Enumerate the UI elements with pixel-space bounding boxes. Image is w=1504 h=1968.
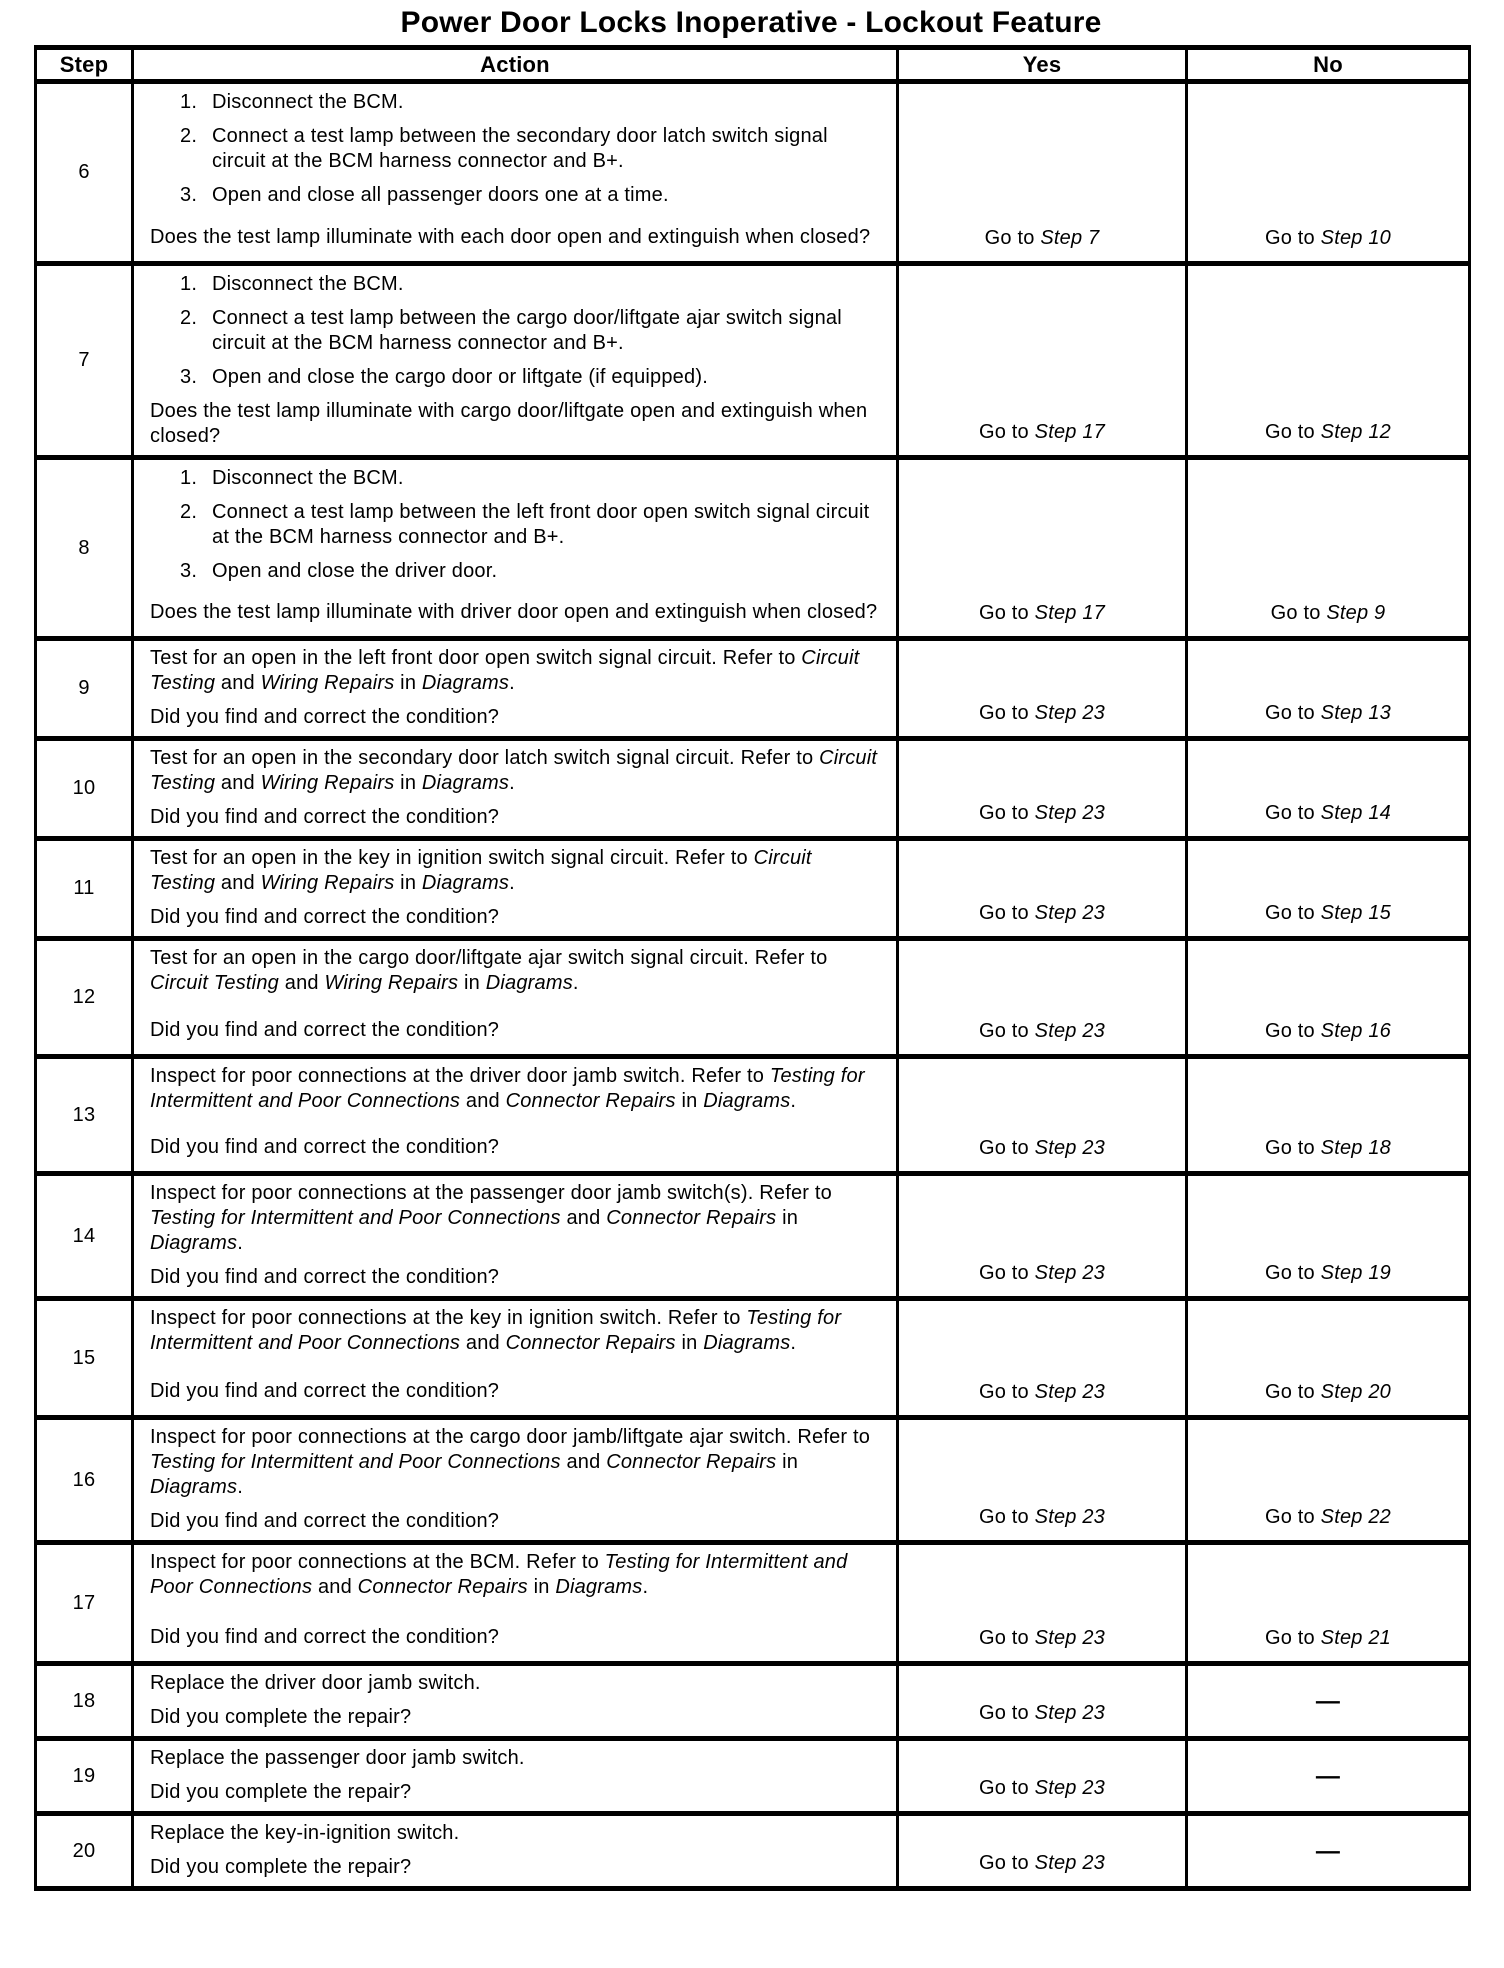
action-description: Inspect for poor connections at the key in ignition switch. Refer to Testing for Intermittent and Poor Connections and Connector Repairs in Diagrams. [150,1307,842,1354]
action-cell [133,1543,898,1664]
action-question: Did you find and correct the condition? [150,1510,500,1532]
action-description: Replace the driver door jamb switch. [150,1672,481,1694]
action-description: Inspect for poor connections at the cargo door jamb/liftgate ajar switch. Refer to Testing for Intermittent and Poor Connections and Connector Repairs in Diagrams. [150,1426,871,1498]
action-description: Replace the key-in-ignition switch. [150,1822,460,1844]
item-text: Open and close the driver door. [212,560,498,582]
action-cell [133,1057,898,1174]
action-description: Test for an open in the left front door open switch signal circuit. Refer to Circuit Testing and Wiring Repairs in Diagrams. [150,647,860,694]
item-number: 2. [180,125,198,147]
action-step-list [150,272,878,390]
step-cell: 19 [36,1739,133,1814]
step-cell: 18 [36,1664,133,1739]
no-cell: — [1187,1739,1470,1814]
step-cell: 6 [36,82,133,264]
action-cell [133,1299,898,1418]
action-step-item [150,500,878,550]
item-number: 2. [180,307,198,329]
header-no: No [1187,48,1470,82]
yes-cell: Go to Step 23 [898,1057,1187,1174]
item-text: Disconnect the BCM. [212,273,404,295]
page-title: Power Door Locks Inoperative - Lockout Feature [400,6,1102,39]
action-question: Did you find and correct the condition? [150,1380,500,1402]
item-number: 2. [180,501,198,523]
yes-cell: Go to Step 23 [898,1664,1187,1739]
action-cell [133,939,898,1057]
action-cell [133,458,898,639]
step-cell: 12 [36,939,133,1057]
action-step-item [150,124,878,174]
action-step-list [150,90,878,208]
action-description: Replace the passenger door jamb switch. [150,1747,525,1769]
action-step-item [150,272,878,297]
table-row [36,1174,1470,1299]
table-row [36,839,1470,939]
item-text: Disconnect the BCM. [212,467,404,489]
action-cell [133,739,898,839]
no-cell: Go to Step 10 [1187,82,1470,264]
action-cell [133,264,898,458]
action-step-list [150,466,878,584]
header-step: Step [36,48,133,82]
header-action: Action [133,48,898,82]
no-cell: Go to Step 18 [1187,1057,1470,1174]
item-text: Connect a test lamp between the cargo door/liftgate ajar switch signal circuit at the BCM harness connector and B+. [212,307,842,354]
yes-cell: Go to Step 23 [898,739,1187,839]
item-text: Disconnect the BCM. [212,91,404,113]
table-row [36,1814,1470,1889]
yes-cell: Go to Step 23 [898,639,1187,739]
action-cell [133,1664,898,1739]
table-row [36,739,1470,839]
action-question: Does the test lamp illuminate with each door open and extinguish when closed? [150,226,871,248]
yes-cell: Go to Step 7 [898,82,1187,264]
yes-cell: Go to Step 23 [898,1543,1187,1664]
yes-cell: Go to Step 17 [898,458,1187,639]
no-cell: Go to Step 15 [1187,839,1470,939]
header-row [36,48,1470,82]
step-cell: 9 [36,639,133,739]
action-step-item [150,183,878,208]
table-row [36,1299,1470,1418]
yes-cell: Go to Step 23 [898,939,1187,1057]
step-cell: 20 [36,1814,133,1889]
action-cell [133,1418,898,1543]
action-cell [133,839,898,939]
yes-cell: Go to Step 23 [898,1814,1187,1889]
no-cell: Go to Step 16 [1187,939,1470,1057]
action-step-item [150,466,878,491]
table-row [36,1057,1470,1174]
no-cell: — [1187,1664,1470,1739]
action-question: Does the test lamp illuminate with cargo door/liftgate open and extinguish when closed? [150,400,868,447]
step-cell: 15 [36,1299,133,1418]
table-row [36,1418,1470,1543]
table-row [36,1739,1470,1814]
table-row [36,458,1470,639]
action-description: Test for an open in the cargo door/liftgate ajar switch signal circuit. Refer to Circuit Testing and Wiring Repairs in Diagrams. [150,947,828,994]
action-cell [133,639,898,739]
yes-cell: Go to Step 23 [898,1299,1187,1418]
step-cell: 16 [36,1418,133,1543]
action-step-item [150,365,878,390]
table-row [36,639,1470,739]
yes-cell: Go to Step 23 [898,1418,1187,1543]
action-cell [133,1174,898,1299]
action-cell [133,1814,898,1889]
step-cell: 10 [36,739,133,839]
yes-cell: Go to Step 23 [898,1174,1187,1299]
action-question: Does the test lamp illuminate with driver door open and extinguish when closed? [150,601,878,623]
no-cell: — [1187,1814,1470,1889]
item-number: 3. [180,366,198,388]
action-step-item [150,306,878,356]
action-question: Did you find and correct the condition? [150,906,500,928]
action-description: Test for an open in the secondary door latch switch signal circuit. Refer to Circuit Testing and Wiring Repairs in Diagrams. [150,747,878,794]
step-cell: 11 [36,839,133,939]
item-number: 1. [180,467,198,489]
action-step-item [150,559,878,584]
action-description: Inspect for poor connections at the driver door jamb switch. Refer to Testing for Intermittent and Poor Connections and Connector Repairs in Diagrams. [150,1065,865,1112]
item-number: 1. [180,91,198,113]
header-yes: Yes [898,48,1187,82]
item-text: Open and close the cargo door or liftgate (if equipped). [212,366,708,388]
action-description: Inspect for poor connections at the passenger door jamb switch(s). Refer to Testing for Intermittent and Poor Connections and Connector Repairs in Diagrams. [150,1182,833,1254]
table-row [36,1664,1470,1739]
item-text: Connect a test lamp between the left front door open switch signal circuit at the BCM harness connector and B+. [212,501,870,548]
action-description: Test for an open in the key in ignition switch signal circuit. Refer to Circuit Testing and Wiring Repairs in Diagrams. [150,847,812,894]
item-number: 3. [180,560,198,582]
no-cell: Go to Step 13 [1187,639,1470,739]
action-question: Did you find and correct the condition? [150,706,500,728]
no-cell: Go to Step 20 [1187,1299,1470,1418]
action-question: Did you complete the repair? [150,1706,412,1728]
item-text: Open and close all passenger doors one at a time. [212,184,669,206]
action-question: Did you find and correct the condition? [150,1019,500,1041]
action-step-item [150,90,878,115]
step-cell: 14 [36,1174,133,1299]
action-question: Did you complete the repair? [150,1781,412,1803]
step-cell: 13 [36,1057,133,1174]
action-cell [133,82,898,264]
table-row [36,939,1470,1057]
action-question: Did you find and correct the condition? [150,1626,500,1648]
action-question: Did you find and correct the condition? [150,806,500,828]
no-cell: Go to Step 9 [1187,458,1470,639]
no-cell: Go to Step 19 [1187,1174,1470,1299]
yes-cell: Go to Step 23 [898,1739,1187,1814]
item-number: 1. [180,273,198,295]
action-question: Did you find and correct the condition? [150,1266,500,1288]
action-question: Did you complete the repair? [150,1856,412,1878]
diagnostic-table [34,45,1471,1891]
no-cell: Go to Step 21 [1187,1543,1470,1664]
step-cell: 7 [36,264,133,458]
step-cell: 8 [36,458,133,639]
no-cell: Go to Step 22 [1187,1418,1470,1543]
action-question: Did you find and correct the condition? [150,1136,500,1158]
item-number: 3. [180,184,198,206]
action-description: Inspect for poor connections at the BCM. Refer to Testing for Intermittent and Poor Connections and Connector Repairs in Diagrams. [150,1551,848,1598]
table-row [36,264,1470,458]
no-cell: Go to Step 12 [1187,264,1470,458]
table-row [36,82,1470,264]
yes-cell: Go to Step 23 [898,839,1187,939]
item-text: Connect a test lamp between the secondary door latch switch signal circuit at the BCM harness connector and B+. [212,125,828,172]
table-row [36,1543,1470,1664]
no-cell: Go to Step 14 [1187,739,1470,839]
step-cell: 17 [36,1543,133,1664]
action-cell [133,1739,898,1814]
yes-cell: Go to Step 17 [898,264,1187,458]
